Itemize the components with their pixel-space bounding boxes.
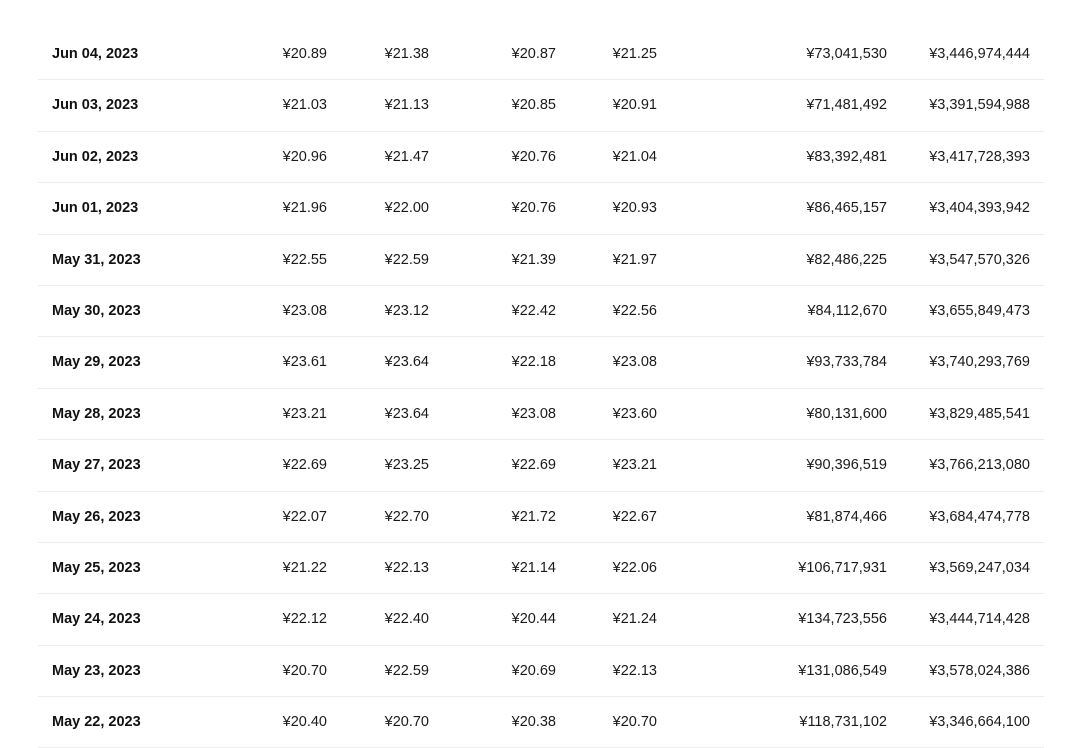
low-cell: ¥20.87 bbox=[511, 46, 556, 62]
table-row bbox=[38, 183, 1044, 234]
low-cell: ¥20.85 bbox=[511, 97, 556, 114]
close-cell: ¥22.56 bbox=[612, 302, 657, 319]
close-cell: ¥21.24 bbox=[612, 611, 657, 628]
date-cell: May 22, 2023 bbox=[52, 714, 141, 731]
high-cell: ¥23.12 bbox=[384, 302, 429, 319]
date-cell: Jun 01, 2023 bbox=[52, 200, 139, 217]
volume-cell: ¥86,465,157 bbox=[806, 200, 887, 217]
market-cap-cell: ¥3,740,293,769 bbox=[929, 354, 1030, 371]
date-cell: May 30, 2023 bbox=[52, 302, 141, 319]
close-cell: ¥20.70 bbox=[612, 714, 657, 731]
open-cell: ¥20.96 bbox=[282, 148, 327, 165]
volume-cell: ¥81,874,466 bbox=[806, 508, 887, 525]
close-cell: ¥20.93 bbox=[612, 200, 657, 217]
volume-cell: ¥84,112,670 bbox=[807, 302, 887, 319]
market-cap-cell: ¥3,391,594,988 bbox=[929, 97, 1030, 114]
date-cell: May 27, 2023 bbox=[52, 457, 141, 474]
volume-cell: ¥71,481,492 bbox=[806, 97, 887, 114]
table-row bbox=[38, 29, 1044, 80]
high-cell: ¥21.13 bbox=[384, 97, 429, 114]
date-cell: May 23, 2023 bbox=[52, 662, 141, 679]
low-cell: ¥21.39 bbox=[511, 251, 556, 268]
table-row bbox=[38, 492, 1044, 543]
open-cell: ¥21.96 bbox=[282, 200, 327, 217]
low-cell: ¥21.72 bbox=[511, 508, 556, 525]
close-cell: ¥22.13 bbox=[612, 662, 657, 679]
high-cell: ¥23.64 bbox=[384, 405, 429, 422]
high-cell: ¥22.70 bbox=[384, 508, 429, 525]
date-cell: Jun 02, 2023 bbox=[52, 148, 139, 165]
open-cell: ¥22.55 bbox=[282, 251, 327, 268]
volume-cell: ¥131,086,549 bbox=[798, 662, 887, 679]
close-cell: ¥21.25 bbox=[612, 46, 657, 62]
market-cap-cell: ¥3,766,213,080 bbox=[929, 457, 1030, 474]
market-cap-cell: ¥3,346,664,100 bbox=[929, 714, 1030, 731]
table-row bbox=[38, 543, 1044, 594]
low-cell: ¥20.76 bbox=[511, 200, 556, 217]
date-cell: May 25, 2023 bbox=[52, 559, 141, 576]
low-cell: ¥20.76 bbox=[511, 148, 556, 165]
date-cell: Jun 03, 2023 bbox=[52, 97, 139, 114]
table-row bbox=[38, 286, 1044, 337]
market-cap-cell: ¥3,547,570,326 bbox=[929, 251, 1030, 268]
high-cell: ¥21.38 bbox=[384, 46, 429, 62]
open-cell: ¥21.22 bbox=[282, 559, 327, 576]
table-row bbox=[38, 389, 1044, 440]
market-cap-cell: ¥3,655,849,473 bbox=[929, 302, 1030, 319]
market-cap-cell: ¥3,829,485,541 bbox=[929, 405, 1030, 422]
volume-cell: ¥90,396,519 bbox=[806, 457, 887, 474]
close-cell: ¥21.97 bbox=[612, 251, 657, 268]
volume-cell: ¥73,041,530 bbox=[806, 46, 887, 62]
table-row bbox=[38, 132, 1044, 183]
low-cell: ¥21.14 bbox=[511, 559, 556, 576]
low-cell: ¥22.69 bbox=[511, 457, 556, 474]
high-cell: ¥21.47 bbox=[384, 148, 429, 165]
open-cell: ¥22.69 bbox=[282, 457, 327, 474]
low-cell: ¥22.18 bbox=[511, 354, 556, 371]
table-row bbox=[38, 440, 1044, 491]
volume-cell: ¥93,733,784 bbox=[806, 354, 887, 371]
date-cell: May 28, 2023 bbox=[52, 405, 141, 422]
high-cell: ¥22.00 bbox=[384, 200, 429, 217]
table-row bbox=[38, 594, 1044, 645]
close-cell: ¥23.60 bbox=[612, 405, 657, 422]
low-cell: ¥20.38 bbox=[511, 714, 556, 731]
market-cap-cell: ¥3,444,714,428 bbox=[929, 611, 1030, 628]
table-row bbox=[38, 235, 1044, 286]
date-cell: May 29, 2023 bbox=[52, 354, 141, 371]
high-cell: ¥22.13 bbox=[384, 559, 429, 576]
high-cell: ¥23.64 bbox=[384, 354, 429, 371]
high-cell: ¥22.59 bbox=[384, 662, 429, 679]
table-row bbox=[38, 80, 1044, 131]
volume-cell: ¥106,717,931 bbox=[798, 559, 887, 576]
close-cell: ¥21.04 bbox=[612, 148, 657, 165]
close-cell: ¥23.08 bbox=[612, 354, 657, 371]
date-cell: Jun 04, 2023 bbox=[52, 46, 139, 62]
open-cell: ¥20.40 bbox=[282, 714, 327, 731]
close-cell: ¥20.91 bbox=[612, 97, 657, 114]
close-cell: ¥22.67 bbox=[612, 508, 657, 525]
open-cell: ¥20.70 bbox=[282, 662, 327, 679]
date-cell: May 31, 2023 bbox=[52, 251, 141, 268]
open-cell: ¥23.21 bbox=[282, 405, 327, 422]
table-row bbox=[38, 337, 1044, 388]
table-row bbox=[38, 697, 1044, 748]
low-cell: ¥20.69 bbox=[511, 662, 556, 679]
date-cell: May 24, 2023 bbox=[52, 611, 141, 628]
high-cell: ¥23.25 bbox=[384, 457, 429, 474]
close-cell: ¥23.21 bbox=[612, 457, 657, 474]
volume-cell: ¥134,723,556 bbox=[798, 611, 887, 628]
market-cap-cell: ¥3,404,393,942 bbox=[929, 200, 1030, 217]
open-cell: ¥22.12 bbox=[282, 611, 327, 628]
low-cell: ¥23.08 bbox=[511, 405, 556, 422]
table-row bbox=[38, 646, 1044, 697]
high-cell: ¥22.59 bbox=[384, 251, 429, 268]
market-cap-cell: ¥3,569,247,034 bbox=[929, 559, 1030, 576]
date-cell: May 26, 2023 bbox=[52, 508, 141, 525]
price-history-table bbox=[38, 29, 1044, 748]
open-cell: ¥23.08 bbox=[282, 302, 327, 319]
market-cap-cell: ¥3,684,474,778 bbox=[929, 508, 1030, 525]
low-cell: ¥20.44 bbox=[511, 611, 556, 628]
market-cap-cell: ¥3,446,974,444 bbox=[929, 46, 1030, 62]
open-cell: ¥21.03 bbox=[282, 97, 327, 114]
market-cap-cell: ¥3,578,024,386 bbox=[929, 662, 1030, 679]
volume-cell: ¥80,131,600 bbox=[806, 405, 887, 422]
volume-cell: ¥83,392,481 bbox=[806, 148, 887, 165]
volume-cell: ¥82,486,225 bbox=[806, 251, 887, 268]
volume-cell: ¥118,731,102 bbox=[799, 714, 887, 731]
open-cell: ¥23.61 bbox=[282, 354, 327, 371]
open-cell: ¥22.07 bbox=[282, 508, 327, 525]
high-cell: ¥20.70 bbox=[384, 714, 429, 731]
close-cell: ¥22.06 bbox=[612, 559, 657, 576]
low-cell: ¥22.42 bbox=[511, 302, 556, 319]
open-cell: ¥20.89 bbox=[282, 46, 327, 62]
market-cap-cell: ¥3,417,728,393 bbox=[929, 148, 1030, 165]
high-cell: ¥22.40 bbox=[384, 611, 429, 628]
